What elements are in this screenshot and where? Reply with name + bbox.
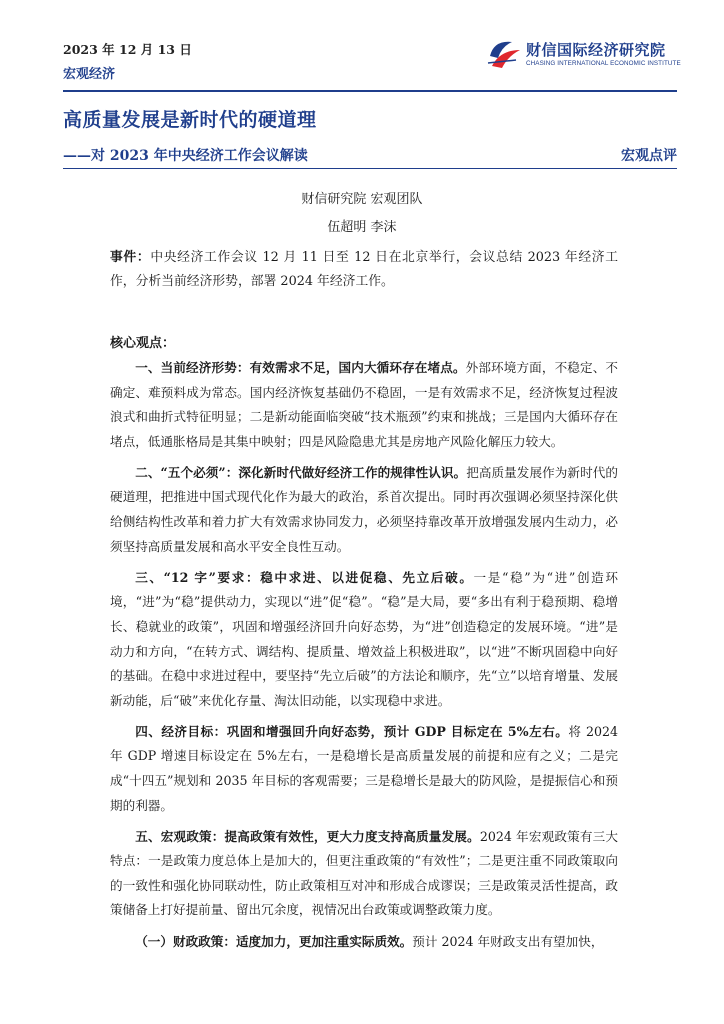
point-paragraph [110, 930, 618, 955]
point-text: 外部环境方面，不稳定、不确定、难预料成为常态。国内经济恢复基础仍不稳固，一是有效需求不足，经济恢复过程波浪式和曲折式特征明显；二是新动能面临突破“技术瓶颈”约束和挑战；三是国内大循环存在堵点，低通胀格局是其集中映射；四是风险隐患尤其是房地产风险化解压力较大。 [110, 360, 619, 449]
main-title: 高质量发展是新时代的硬道理 [63, 109, 317, 131]
point-paragraph [110, 566, 618, 714]
point-lead: （一）财政政策：适度加力，更加注重实际质效。 [135, 933, 413, 949]
point-text: 一是“稳”为“进”创造环境，“进”为“稳”提供动力，实现以“进”促“稳”。“稳”是大局，要“多出有利于稳预期、稳增长、稳就业的政策”，巩固和增强经济回升向好态势，为“进”创造稳定的发展环境。“进”是动力和方向，“在转方式、调结构、提质量、增效益上积极进取”，以“进”不断巩固稳中向好的基础。在稳中求进过程中，要坚持“先立后破”的方法论和顺序，先“立”以培育增量、发展新动能，后“破”来优化存量、淘汰旧动能，以实现稳中求进。 [110, 569, 618, 708]
header-divider [63, 90, 677, 92]
point-lead: 四、经济目标：巩固和增强回升向好态势，预计 GDP 目标定在 5%左右。 [135, 723, 569, 739]
point-paragraph [110, 720, 618, 818]
institute-logo-icon [486, 36, 522, 72]
event-label: 事件： [110, 250, 151, 265]
research-team: 财信研究院 宏观团队 [301, 192, 423, 207]
point-paragraph [110, 461, 618, 559]
point-paragraph [110, 356, 618, 454]
title-divider [63, 168, 677, 169]
event-text: 中央经济工作会议 12 月 11 日至 12 日在北京举行，会议总结 2023 年经济工作，分析当前经济形势，部署 2024 年经济工作。 [110, 250, 619, 289]
point-paragraph [110, 825, 618, 923]
report-category: 宏观经济 [63, 67, 116, 82]
event-paragraph [110, 246, 618, 294]
point-text: 把高质量发展作为新时代的硬道理，把推进中国式现代化作为最大的政治，系首次提出。同时再次强调必须坚持深化供给侧结构性改革和着力扩大有效需求协同发力，必须坚持靠改革开放增强发展内生动力，必须坚持高质量发展和高水平安全良性互动。 [110, 464, 618, 554]
point-text: 将 2024 年 GDP 增速目标设定在 5%左右，一是稳增长是高质量发展的前提和应有之义；二是完成“十四五”规划和 2035 年目标的客观需要；三是稳增长是最大的防风险，是提振信心和预期的利器。 [110, 723, 618, 813]
point-text: 2024 年宏观政策有三大特点：一是政策力度总体上是加大的，但更注重政策的“有效性”；二是更注重不同政策取向的一致性和强化协同联动性，防止政策相互对冲和形成合成谬误；三是政策灵活性提高，政策储备上打好提前量、留出冗余度，视情况出台政策或调整政策力度。 [110, 828, 618, 918]
report-type: 宏观点评 [621, 148, 677, 164]
core-points [110, 356, 618, 961]
point-lead: 二、“五个必须”：深化新时代做好经济工作的规律性认识。 [135, 464, 467, 480]
point-lead: 三、“12 字”要求：稳中求进、以进促稳、先立后破。 [135, 569, 474, 585]
logo-english-name: CHASING INTERNATIONAL ECONOMIC INSTITUTE [526, 60, 681, 67]
sub-title: ——对 2023 年中央经济工作会议解读 [63, 148, 308, 164]
point-lead: 一、当前经济形势：有效需求不足，国内大循环存在堵点。 [135, 360, 466, 375]
logo-chinese-name: 财信国际经济研究院 [526, 41, 666, 59]
core-views-label: 核心观点： [110, 336, 176, 351]
institute-logo [486, 36, 681, 76]
point-lead: 五、宏观政策：提高政策有效性，更大力度支持高质量发展。 [135, 828, 480, 844]
point-text: 预计 2024 年财政支出有望加快， [412, 933, 604, 949]
authors: 伍超明 李沫 [327, 220, 397, 235]
report-date: 2023 年 12 月 13 日 [63, 42, 192, 57]
